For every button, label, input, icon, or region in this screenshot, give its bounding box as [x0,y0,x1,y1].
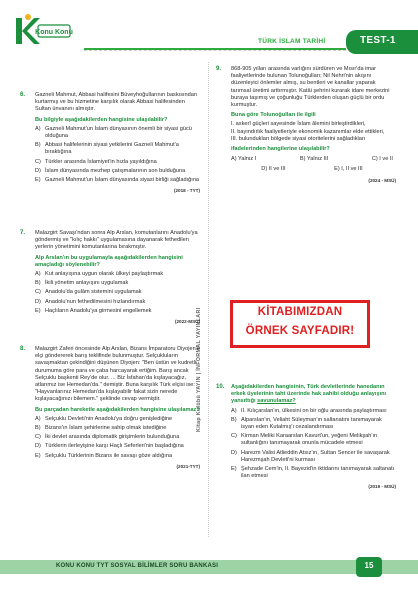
option-d[interactable]: D) Türklerin ilerleyişine karşı Haçlı Seferleri'nin başladığına [35,443,184,450]
option-c[interactable]: C) Türkler arasında İslamiyet'in hızla yayıldığına [35,158,157,165]
test-label: TEST-1 [360,35,396,46]
option-b[interactable]: B) Bizans'ın İslam şehirlerine sahip olmak istediğine [35,425,167,432]
option-a[interactable]: A) Kut anlayışına uygun olarak ülkeyi paylaştırmak [35,271,164,278]
question-source: (2019 - MSÜ) [368,484,396,490]
question-number: 8. [20,346,26,352]
question-source: (2024 - MSÜ) [368,177,396,183]
option-c[interactable]: C) I ve II [371,156,393,163]
statement-2: II. bayındırlık faaliyetleriyle ekonomik kazanımlar elde ettikleri, [231,128,385,135]
option-c[interactable]: C) Kirman Meliki Karaarslan Kavurt'un, yeğeni Melikşah'ın sultanlığını tanımayarak onunla mücadele etmesi [231,433,378,447]
question-source: (2021-TYT) [176,463,200,469]
option-d[interactable]: D) İslam dünyasında mezhep çatışmalarının son bulduğuna [35,167,186,174]
question-prompt-2: ifadelerinden hangilerine ulaşılabilir? [231,146,330,153]
question-text: Gazneli Mahmut, Abbasi halifesini Büveyhoğullarının baskısından kurtarmış ve bu hizmetine karşılık olarak Abbasi halifesinden Sultan ünvanını almıştır. [35,92,198,113]
option-b[interactable]: B) Yalnız III [299,156,329,163]
option-b[interactable]: B) Abbasi halifelerinin siyasi yetkilerini Gazneli Mahmut'a bıraktığına [35,142,179,156]
question-7 [20,230,200,325]
question-prompt: Alp Arslan'ın bu uygulamayla aşağıdakilerden hangisini amaçladığı söylenebilir? [35,254,183,268]
option-c[interactable]: C) İki devlet arasında diplomatik girişimlerin bulunduğuna [35,434,180,441]
statement-1: I. askerî güçleri sayesinde İslam âlemini birleştirdikleri, [231,121,366,128]
question-text: Malazgirt Zaferi öncesinde Alp Arslan, Bizans İmparatoru Diyojen'e elçi göndererek barış teklifinde bulunmuştur. Selçukluların savaşmaktan çekindiğini düşünen Diyojen: "Ben üstün ve kudretli durumuma göre para ve çaba harcayarak ertiğim. Barış ancak Selçuklu başkenti Rey'de olur. ... Biz İsfahan'da kışlayacağız, atlarımız ise Hemedan'da." demiştir. Buna karşılık Türk elçisi ise: "Hayvanlarınız Hemedan'da kışlayabilir fakat sizin nerede kışlayacağınızı bilemem." şeklinde cevap vermiştir. [35,346,200,403]
vertical-brand-text: Kitap Kulübü YAYIN | İNFORMAL YAYINLARI [196,307,202,432]
option-e[interactable]: E) Şehzade Cem'in, II. Bayezid'in iktidarını tanımayarak saltanatı ilan etmesi [231,466,395,480]
option-a[interactable]: A) Yalnız I [231,156,257,163]
test-badge [346,30,418,54]
option-a[interactable]: A) II. Kılıçarslan'ın, ülkesini on bir oğlu arasında paylaştırması [231,407,387,414]
option-d[interactable]: D) II ve III [261,166,286,173]
question-text: Malazgirt Savaşı'ndan sonra Alp Arslan, komutanlarını Anadolu'ya göndermiş ve "kılıç hakkı" uygulamasına dayanarak fethedilen yerlerin yönetimini komutanlarına bırakmıştır. [35,230,198,251]
question-number: 6. [20,92,26,98]
question-source: (2018 - TYT) [173,188,200,194]
question-8 [20,346,200,470]
publisher-logo [14,12,74,52]
question-6 [20,92,200,194]
question-keyword: savunulamaz? [257,398,296,405]
question-number: 7. [20,230,26,236]
option-a[interactable]: A) Gazneli Mahmut'un İslam dünyasının önemli bir siyasi gücü olduğuna [35,125,192,140]
option-c[interactable]: C) Anadolu'da gulâm sistemini uygulamak [35,289,142,296]
sample-page-stamp [230,300,370,348]
page-number: 15 [364,561,374,570]
question-9 [216,66,396,184]
header-dashed-rule [84,50,346,51]
option-a[interactable]: A) Selçuklu Devleti'nin Anadolu'ya doğru genişlediğine [35,415,173,422]
question-prompt: Bu parçadan hareketle aşağıdakilerden hangisine ulaşılamaz? [35,406,200,413]
column-divider [208,62,209,537]
option-e[interactable]: E) Selçuklu Türklerinin Bizans ile savaşı göze aldığına [35,452,173,459]
option-b[interactable]: B) Alparslan'ın, Veliaht Süleyman'ın saltanatını tanımayarak isyan eden Kutalmış'ı cezalandırması [231,416,382,431]
option-d[interactable]: D) Harezm Valisi Atlieddin Atsız'ın, Sultan Sencer ile savaşarak Harezmşah Devleti'ni kurması [231,449,390,463]
question-number: 10. [216,384,225,390]
question-text: Aşağıdakilerden hangisinin, Türk devletlerinde hanedanın erkek üyelerinin taht üzerinde hak sahibi olduğu anlayışını yansıttığı [231,384,387,405]
option-d[interactable]: D) Anadolu'nun fethedilmesini hızlandırmak [35,298,146,305]
option-b[interactable]: B) İkili yönetim anlayışını uygulamak [35,280,129,287]
question-10 [216,384,396,491]
option-e[interactable]: E) I, II ve III [334,166,363,173]
stamp-line-2: ÖRNEK SAYFADIR! [245,325,355,337]
svg-text:Konu Konu: Konu Konu [35,29,73,36]
option-e[interactable]: E) Haçlıların Anadolu'ya girmesini engellemek [35,307,152,314]
footer-title: KONU KONU TYT SOSYAL BİLİMLER SORU BANKASI [56,563,219,569]
option-e[interactable]: E) Gazneli Mahmut'un İslam dünyasında siyasi birliği sağladığına [35,177,200,184]
statement-3: III. bulundukları bölgede siyasi otoritelerini sağladıkları [231,135,366,142]
question-prompt: Buna göre Tolunoğulları ile ilgili [231,112,316,119]
stamp-line-1: KİTABIMIZDAN [257,306,343,318]
page-number-badge [356,557,382,577]
topic-title: TÜRK İSLAM TARİHİ [258,38,326,45]
question-prompt: Bu bilgiyle aşağıdakilerden hangisine ulaşılabilir? [35,116,168,123]
question-text: 868-905 yılları arasında varlığını sürdüren ve Mısır'da imar faaliyetlerinde bulunan Tolunoğulları; Nil Nehri'nin akışını düzenleyici önlemler almış, su bentleri ve kanallar yaparak tarımsal üretimi arttırmıştır. Katâi şehrini kurarak idare merkezini buraya taşımış ve çoğunluğu Türklerden oluşan güçlü bir ordu kurmuştur. [231,66,390,109]
question-number: 9. [216,66,222,72]
question-source: (2022-MSÜ) [174,319,200,325]
